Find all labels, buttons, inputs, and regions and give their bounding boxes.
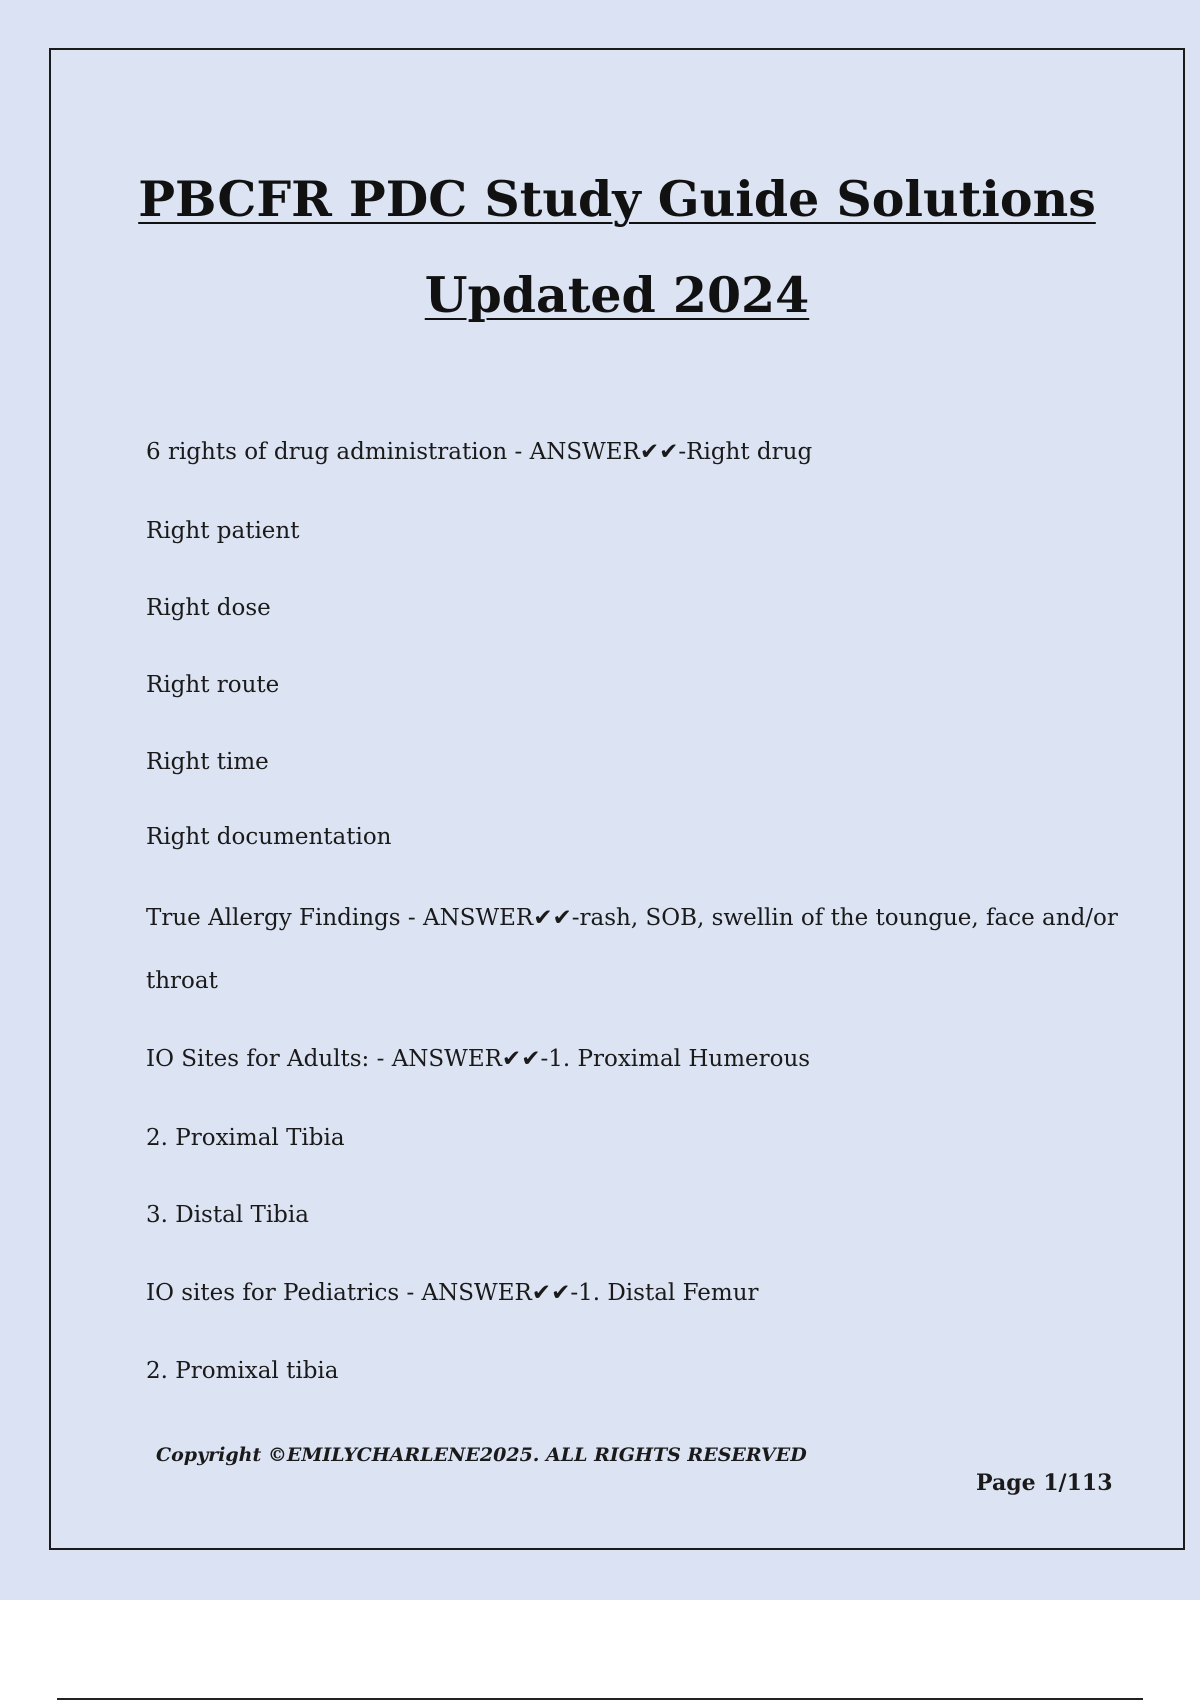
answer-line: 3. Distal Tibia [146, 1202, 309, 1228]
answer-line: IO Sites for Adults: - ANSWER✔✔-1. Proximal Humerous [146, 1046, 811, 1072]
answer-line: IO sites for Pediatrics - ANSWER✔✔-1. Distal Femur [146, 1280, 759, 1306]
answer-line: Right dose [146, 595, 271, 621]
copyright-notice: Copyright ©EMILYCHARLENE2025. ALL RIGHTS RESERVED [156, 1444, 807, 1466]
answer-line: 2. Proximal Tibia [146, 1125, 345, 1151]
answer-line: Right documentation [146, 824, 392, 850]
page-number: Page 1/113 [976, 1470, 1113, 1496]
answer-line: throat [146, 968, 218, 994]
answer-line: 6 rights of drug administration - ANSWER✔✔-Right drug [146, 439, 813, 465]
answer-line: Right route [146, 672, 280, 698]
document-subtitle: Updated 2024 [424, 266, 810, 324]
answer-line: Right patient [146, 518, 300, 544]
answer-line: True Allergy Findings - ANSWER✔✔-rash, SOB, swellin of the toungue, face and/or [146, 905, 1118, 931]
document-title: PBCFR PDC Study Guide Solutions [138, 170, 1096, 228]
answer-line: 2. Promixal tibia [146, 1358, 339, 1384]
answer-line: Right time [146, 749, 269, 775]
document-page [49, 48, 1185, 1550]
